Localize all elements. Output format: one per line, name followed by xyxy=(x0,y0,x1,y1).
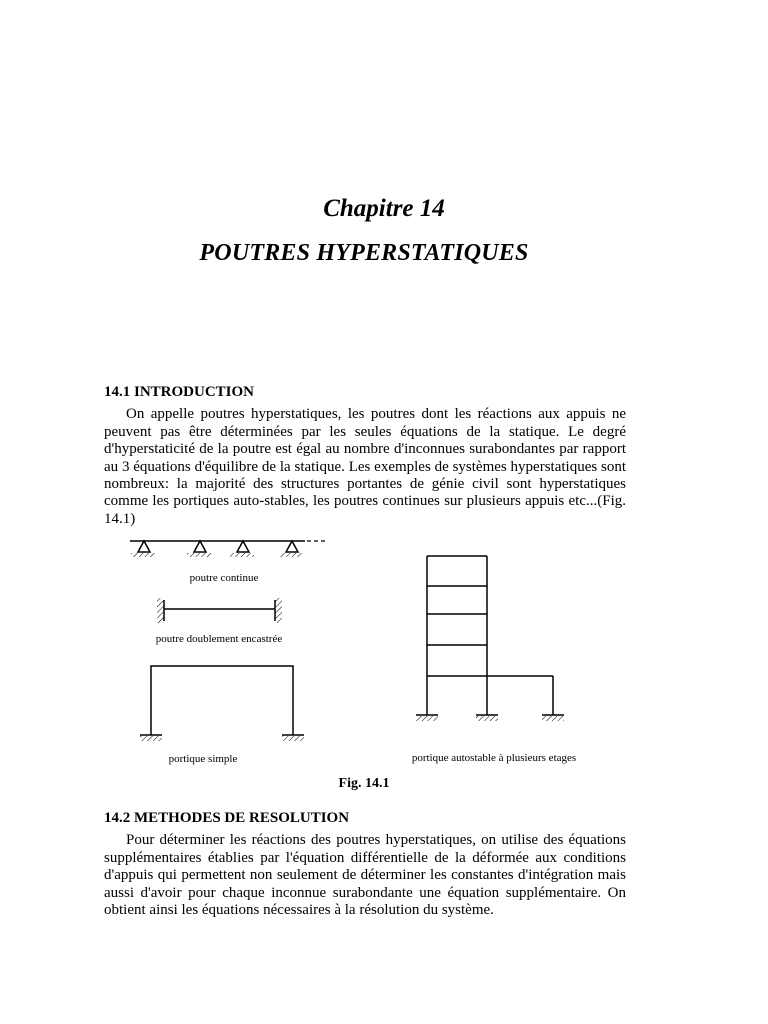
continuous-beam-label: poutre continue xyxy=(189,572,259,584)
chapter-title: POUTRES HYPERSTATIQUES xyxy=(199,240,529,266)
pin-support-icon xyxy=(230,541,254,557)
section-methods xyxy=(104,810,626,919)
fixed-beam-diagram xyxy=(157,598,282,623)
section-introduction xyxy=(104,384,626,528)
section-paragraph: On appelle poutres hyperstatiques, les poutres dont les réactions aux appuis ne peuvent pas être déterminées par les seules équations de la statique. Le degré d'hyperstaticité de la poutre est égal au nombre d'inconnues surabondantes par rapport au 3 équations d'équilibre de la statique. Les exemples de systèmes hyperstatiques sont nombreux: la majorité des structures portantes de génie civil sont hyperstatiques comme les portiques auto-stables, les poutres continues sur plusieurs appuis etc...(Fig. 14.1) xyxy=(104,406,626,527)
pin-support-icon xyxy=(131,541,155,557)
pin-support-icon xyxy=(279,541,303,557)
multistory-frame-diagram xyxy=(416,556,564,721)
section-heading: 14.2 METHODES DE RESOLUTION xyxy=(104,810,350,826)
fixed-beam-label: poutre doublement encastrée xyxy=(155,633,283,645)
section-heading: 14.1 INTRODUCTION xyxy=(104,384,255,400)
simple-frame-label: portique simple xyxy=(168,753,238,765)
multistory-frame-label: portique autostable à plusieurs etages xyxy=(411,752,577,764)
chapter-number: Chapitre 14 xyxy=(323,195,445,222)
figure-caption: Fig. 14.1 xyxy=(338,776,390,791)
pin-support-icon xyxy=(187,541,211,557)
continuous-beam-diagram xyxy=(130,541,328,557)
simple-frame-diagram xyxy=(140,666,304,741)
section-paragraph: Pour déterminer les réactions des poutres hyperstatiques, on utilise des équations supplémentaires établies par l'équation différentielle de la déformée aux conditions d'appuis qui permettent non seulement de déterminer les constantes d'intégration mais aussi d'avoir pour chaque inconnue surabondante une équation supplémentaire. On obtient ainsi les équations nécessaires à la résolution du système. xyxy=(104,832,626,919)
